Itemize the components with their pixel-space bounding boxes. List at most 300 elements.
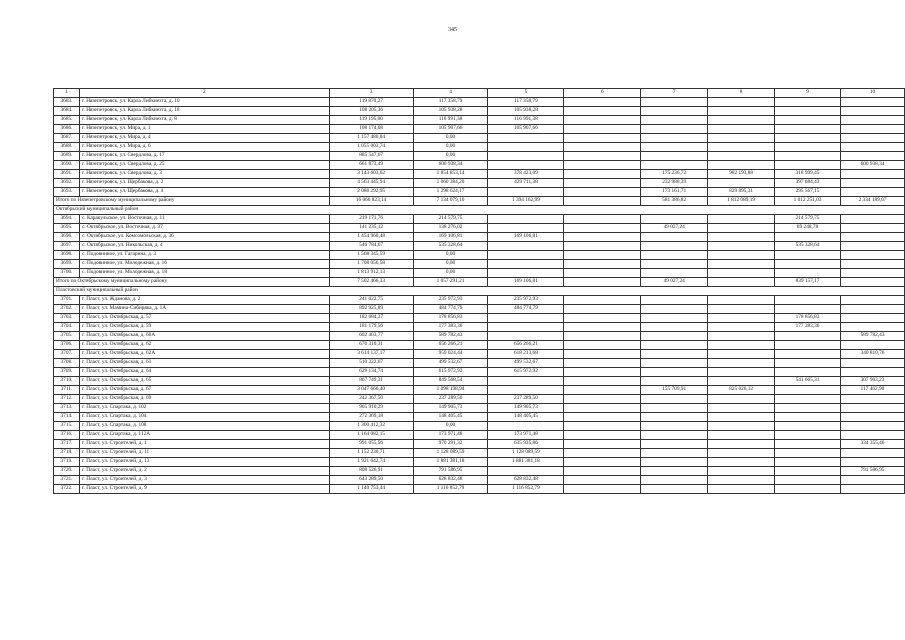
value-cell: [708, 98, 775, 107]
total-row: [54, 278, 905, 287]
row-address: с. Октябрьское, ул. Комсомольская, д. 36: [79, 233, 329, 242]
value-cell: [708, 233, 775, 242]
value-cell: [641, 404, 708, 413]
table-row: [54, 305, 905, 314]
value-cell: 825 026,12: [708, 386, 775, 395]
value-cell: 378 423,09: [488, 170, 564, 179]
value-cell: [840, 251, 904, 260]
table-row: [54, 170, 905, 179]
value-cell: [840, 143, 904, 152]
table-row: [54, 260, 905, 269]
value-cell: 885 547,67: [329, 152, 413, 161]
value-cell: [641, 269, 708, 278]
row-address: г. Нязепетровск, ул. Щербакова, д. 2: [79, 179, 329, 188]
value-cell: [840, 485, 904, 494]
value-cell: [564, 143, 641, 152]
row-address: г. Пласт, ул. Октябрьская, д. 65: [79, 377, 329, 386]
value-cell: [564, 485, 641, 494]
row-address: г. Пласт, ул. Строителей, д. 1: [79, 440, 329, 449]
row-address: с. Октябрьское, ул. Восточная, д. 37: [79, 224, 329, 233]
row-number: 3684.: [54, 107, 80, 116]
table-row: [54, 98, 905, 107]
total-value-cell: 1 057 291,21: [413, 278, 488, 287]
value-cell: [488, 152, 564, 161]
value-cell: 867 749,31: [329, 377, 413, 386]
value-cell: 116 991,38: [413, 116, 488, 125]
value-cell: 117 358,79: [413, 98, 488, 107]
value-cell: 149 905,73: [413, 404, 488, 413]
value-cell: [840, 116, 904, 125]
row-number: 3685.: [54, 116, 80, 125]
value-cell: 235 972,93: [413, 296, 488, 305]
value-cell: 429 711,38: [488, 179, 564, 188]
table-row: [54, 152, 905, 161]
value-cell: [708, 440, 775, 449]
value-cell: [641, 125, 708, 134]
value-cell: [641, 143, 708, 152]
value-cell: 181 179,56: [329, 323, 413, 332]
row-number: 3686.: [54, 125, 80, 134]
value-cell: [641, 368, 708, 377]
value-cell: 1 921 642,74: [329, 458, 413, 467]
value-cell: 1 157 480,84: [329, 134, 413, 143]
row-address: с. Октябрьское, ул. Никольская, д. 4: [79, 242, 329, 251]
value-cell: [564, 476, 641, 485]
value-cell: [840, 449, 904, 458]
value-cell: 600 938,34: [840, 161, 904, 170]
value-cell: 241 022,75: [329, 296, 413, 305]
value-cell: [775, 260, 841, 269]
section-row: [54, 287, 905, 296]
value-cell: [708, 485, 775, 494]
value-cell: [488, 224, 564, 233]
value-cell: [840, 224, 904, 233]
value-cell: [641, 107, 708, 116]
value-cell: 1 568 345,59: [329, 251, 413, 260]
value-cell: [641, 305, 708, 314]
value-cell: [775, 449, 841, 458]
value-cell: 340 810,76: [840, 350, 904, 359]
value-cell: [564, 386, 641, 395]
value-cell: [840, 170, 904, 179]
value-cell: [564, 377, 641, 386]
value-cell: [775, 152, 841, 161]
value-cell: 0,00: [413, 269, 488, 278]
row-address: г. Нязепетровск, ул. Свердлова, д. 25: [79, 161, 329, 170]
column-header: 10: [840, 89, 904, 98]
row-number: 3703.: [54, 314, 80, 323]
row-number: 3692.: [54, 179, 80, 188]
value-cell: 173 971,48: [413, 431, 488, 440]
value-cell: [708, 467, 775, 476]
value-cell: [708, 431, 775, 440]
total-label: Итого по Октябрьскому муниципальному району: [54, 278, 330, 287]
row-number: 3721.: [54, 476, 80, 485]
row-address: г. Нязепетровск, ул. Мира, д. 1: [79, 125, 329, 134]
table-row: [54, 251, 905, 260]
row-number: 3706.: [54, 341, 80, 350]
table-row: [54, 422, 905, 431]
value-cell: [708, 413, 775, 422]
total-value-cell: 1 394 162,99: [488, 197, 564, 206]
value-cell: 105 907,66: [413, 125, 488, 134]
row-address: г. Пласт, ул. Строителей, д. 11: [79, 449, 329, 458]
value-cell: 499 532,67: [488, 359, 564, 368]
value-cell: [488, 215, 564, 224]
value-cell: [564, 431, 641, 440]
value-cell: [840, 125, 904, 134]
value-cell: 175 236,72: [641, 170, 708, 179]
value-cell: [641, 332, 708, 341]
value-cell: [775, 386, 841, 395]
row-address: г. Пласт, ул. Спартака, д. 104: [79, 413, 329, 422]
column-header: 6: [564, 89, 641, 98]
value-cell: 970 291,32: [413, 440, 488, 449]
value-cell: [564, 359, 641, 368]
value-cell: [840, 341, 904, 350]
value-cell: [840, 233, 904, 242]
value-cell: 615 972,92: [413, 368, 488, 377]
value-cell: 177 383,36: [775, 323, 841, 332]
value-cell: [775, 458, 841, 467]
value-cell: [564, 314, 641, 323]
total-value-cell: 1 812 089,19: [708, 197, 775, 206]
row-number: 3719.: [54, 458, 80, 467]
table-row: [54, 125, 905, 134]
value-cell: 600 938,34: [413, 161, 488, 170]
value-cell: [708, 359, 775, 368]
value-cell: 1 152 230,71: [329, 449, 413, 458]
value-cell: [564, 305, 641, 314]
value-cell: [488, 134, 564, 143]
value-cell: 1 881 381,18: [413, 458, 488, 467]
value-cell: [708, 377, 775, 386]
value-cell: 484 774,79: [488, 305, 564, 314]
value-cell: [641, 413, 708, 422]
value-cell: [775, 413, 841, 422]
row-address: г. Нязепетровск, ул. Карла Либкнехта, д. 8: [79, 116, 329, 125]
table-row: [54, 296, 905, 305]
row-number: 3700.: [54, 269, 80, 278]
value-cell: [564, 440, 641, 449]
row-number: 3683.: [54, 98, 80, 107]
value-cell: [775, 98, 841, 107]
row-number: 3722.: [54, 485, 80, 494]
table-row: [54, 242, 905, 251]
table-row: [54, 413, 905, 422]
table-row: [54, 134, 905, 143]
value-cell: [641, 449, 708, 458]
value-cell: [708, 152, 775, 161]
row-number: 3697.: [54, 242, 80, 251]
value-cell: [564, 215, 641, 224]
row-address: г. Пласт, ул. Спартака, д. 102: [79, 404, 329, 413]
value-cell: [641, 134, 708, 143]
value-cell: 615 972,92: [488, 368, 564, 377]
row-number: 3688.: [54, 143, 80, 152]
table-row: [54, 341, 905, 350]
value-cell: [708, 422, 775, 431]
value-cell: [488, 260, 564, 269]
row-address: г. Нязепетровск, ул. Свердлова, д. 3: [79, 170, 329, 179]
table-body: [54, 98, 905, 494]
row-number: 3691.: [54, 170, 80, 179]
value-cell: 237 289,50: [413, 395, 488, 404]
value-cell: [775, 107, 841, 116]
value-cell: [708, 314, 775, 323]
value-cell: [564, 242, 641, 251]
column-header: 2: [79, 89, 329, 98]
row-number: 3687.: [54, 134, 80, 143]
row-number: 3702.: [54, 305, 80, 314]
value-cell: 4 563 445,94: [329, 179, 413, 188]
table-row: [54, 395, 905, 404]
value-cell: [775, 143, 841, 152]
row-number: 3701.: [54, 296, 80, 305]
value-cell: 214 579,75: [775, 215, 841, 224]
value-cell: 0,00: [413, 422, 488, 431]
row-address: г. Пласт, ул. Октябрьская, д. 62: [79, 341, 329, 350]
value-cell: [775, 440, 841, 449]
value-cell: 1 854 853,14: [413, 170, 488, 179]
value-cell: [775, 116, 841, 125]
value-cell: 2 086 292,95: [329, 188, 413, 197]
value-cell: [488, 377, 564, 386]
value-cell: [775, 296, 841, 305]
value-cell: 149 905,73: [488, 404, 564, 413]
value-cell: 628 832,48: [413, 476, 488, 485]
value-cell: 108 205,36: [329, 107, 413, 116]
total-value-cell: 581 386,82: [641, 197, 708, 206]
value-cell: [641, 251, 708, 260]
row-number: 3717.: [54, 440, 80, 449]
value-cell: 219 171,76: [329, 215, 413, 224]
value-cell: 0,00: [413, 152, 488, 161]
value-cell: [708, 161, 775, 170]
value-cell: 3 614 137,17: [329, 350, 413, 359]
value-cell: 141 235,12: [329, 224, 413, 233]
total-value-cell: 16 060 823,14: [329, 197, 413, 206]
value-cell: [564, 233, 641, 242]
row-number: 3695.: [54, 224, 80, 233]
value-cell: 541 665,31: [775, 377, 841, 386]
value-cell: [840, 476, 904, 485]
value-cell: [564, 404, 641, 413]
row-address: г. Нязепетровск, ул. Мира, д. 6: [79, 143, 329, 152]
value-cell: [641, 98, 708, 107]
value-cell: [840, 404, 904, 413]
table-row: [54, 368, 905, 377]
value-cell: 1 164 082,15: [329, 431, 413, 440]
value-cell: 169 106,81: [488, 233, 564, 242]
value-cell: [641, 359, 708, 368]
value-cell: 173 971,48: [488, 431, 564, 440]
value-cell: [564, 152, 641, 161]
value-cell: 1 116 852,79: [413, 485, 488, 494]
value-cell: [775, 395, 841, 404]
value-cell: 318 999,45: [775, 170, 841, 179]
section-label: Октябрьский муниципальный район: [54, 206, 905, 215]
column-header: 4: [413, 89, 488, 98]
value-cell: 791 586,95: [413, 467, 488, 476]
table-row: [54, 359, 905, 368]
value-cell: 3 047 666,40: [329, 386, 413, 395]
value-cell: [708, 107, 775, 116]
value-cell: [488, 143, 564, 152]
table-row: [54, 314, 905, 323]
row-number: 3711.: [54, 386, 80, 395]
value-cell: [564, 449, 641, 458]
table-row: [54, 449, 905, 458]
value-cell: 295 567,15: [775, 188, 841, 197]
row-address: г. Нязепетровск, ул. Щербакова, д. 4: [79, 188, 329, 197]
value-cell: [641, 440, 708, 449]
value-cell: 1 454 960,48: [329, 233, 413, 242]
value-cell: 1 708 056,58: [329, 260, 413, 269]
row-number: 3714.: [54, 413, 80, 422]
table-row: [54, 476, 905, 485]
value-cell: [641, 431, 708, 440]
value-cell: 808 526,91: [329, 467, 413, 476]
value-cell: [564, 341, 641, 350]
value-cell: 169 106,81: [413, 233, 488, 242]
value-cell: [775, 341, 841, 350]
value-cell: 138 276,02: [413, 224, 488, 233]
value-cell: 629 134,74: [329, 368, 413, 377]
row-address: г. Пласт, ул. Октябрьская, д. 57: [79, 314, 329, 323]
row-address: г. Пласт, ул. Октябрьская, д. 62А: [79, 350, 329, 359]
table-row: [54, 116, 905, 125]
total-value-cell: [564, 197, 641, 206]
value-cell: [564, 269, 641, 278]
value-cell: [564, 422, 641, 431]
table-row: [54, 179, 905, 188]
value-cell: [641, 260, 708, 269]
value-cell: [775, 467, 841, 476]
value-cell: [564, 323, 641, 332]
value-cell: [641, 467, 708, 476]
value-cell: [708, 458, 775, 467]
value-cell: 155 709,91: [641, 386, 708, 395]
total-value-cell: 49 027,24: [641, 278, 708, 287]
value-cell: [708, 404, 775, 413]
value-cell: [564, 368, 641, 377]
value-cell: [708, 449, 775, 458]
value-cell: 602 403,77: [329, 332, 413, 341]
value-cell: 618 213,68: [488, 350, 564, 359]
value-cell: 119 195,00: [329, 116, 413, 125]
value-cell: [775, 125, 841, 134]
value-cell: 1 813 912,13: [329, 269, 413, 278]
table-row: [54, 440, 905, 449]
row-number: 3708.: [54, 359, 80, 368]
column-header: 9: [775, 89, 841, 98]
value-cell: 791 586,95: [840, 467, 904, 476]
value-cell: [840, 260, 904, 269]
value-cell: [564, 188, 641, 197]
value-cell: [775, 233, 841, 242]
value-cell: [564, 251, 641, 260]
row-number: 3693.: [54, 188, 80, 197]
table-row: [54, 215, 905, 224]
value-cell: 0,00: [413, 143, 488, 152]
row-number: 3720.: [54, 467, 80, 476]
value-cell: [488, 386, 564, 395]
table-row: [54, 332, 905, 341]
value-cell: [840, 296, 904, 305]
value-cell: 3 143 603,62: [329, 170, 413, 179]
row-number: 3696.: [54, 233, 80, 242]
value-cell: 117 462,90: [840, 386, 904, 395]
value-cell: [488, 422, 564, 431]
table-row: [54, 404, 905, 413]
total-value-cell: 2 334 189,07: [840, 197, 904, 206]
column-header: 3: [329, 89, 413, 98]
value-cell: [564, 116, 641, 125]
value-cell: [708, 260, 775, 269]
value-cell: [641, 161, 708, 170]
value-cell: 656 266,21: [413, 341, 488, 350]
row-address: г. Пласт, ул. Строителей, д. 3: [79, 476, 329, 485]
column-header: 8: [708, 89, 775, 98]
value-cell: [708, 143, 775, 152]
value-cell: [641, 152, 708, 161]
value-cell: [840, 152, 904, 161]
value-cell: [488, 314, 564, 323]
value-cell: [840, 395, 904, 404]
row-number: 3699.: [54, 260, 80, 269]
value-cell: 1 055 003,74: [329, 143, 413, 152]
value-cell: [840, 305, 904, 314]
value-cell: 105 907,66: [488, 125, 564, 134]
value-cell: [564, 332, 641, 341]
value-cell: [840, 458, 904, 467]
row-number: 3712.: [54, 395, 80, 404]
value-cell: 182 684,37: [329, 314, 413, 323]
table-row: [54, 269, 905, 278]
value-cell: [708, 215, 775, 224]
table-row: [54, 386, 905, 395]
value-cell: [708, 251, 775, 260]
total-value-cell: 7 502 466,33: [329, 278, 413, 287]
value-cell: 1 116 852,79: [488, 485, 564, 494]
table-row: [54, 350, 905, 359]
value-cell: 178 856,83: [413, 314, 488, 323]
row-number: 3713.: [54, 404, 80, 413]
table-row: [54, 224, 905, 233]
value-cell: [775, 251, 841, 260]
value-cell: 242 367,50: [329, 395, 413, 404]
value-cell: [775, 431, 841, 440]
value-cell: 1 140 753,44: [329, 485, 413, 494]
value-cell: [708, 134, 775, 143]
value-cell: [708, 341, 775, 350]
value-cell: [775, 359, 841, 368]
value-cell: [708, 179, 775, 188]
total-label: Итого по Нязепетровскому муниципальному району: [54, 197, 330, 206]
total-value-cell: [564, 278, 641, 287]
value-cell: 643 289,50: [329, 476, 413, 485]
row-address: с. Подовинное, ул. Гагарина, д. 3: [79, 251, 329, 260]
row-address: г. Нязепетровск, ул. Мира, д. 4: [79, 134, 329, 143]
value-cell: [708, 305, 775, 314]
row-number: 3698.: [54, 251, 80, 260]
row-address: г. Пласт, ул. Спартака, д. 108: [79, 422, 329, 431]
row-number: 3689.: [54, 152, 80, 161]
value-cell: [708, 350, 775, 359]
value-cell: 829 895,31: [708, 188, 775, 197]
value-cell: [564, 467, 641, 476]
